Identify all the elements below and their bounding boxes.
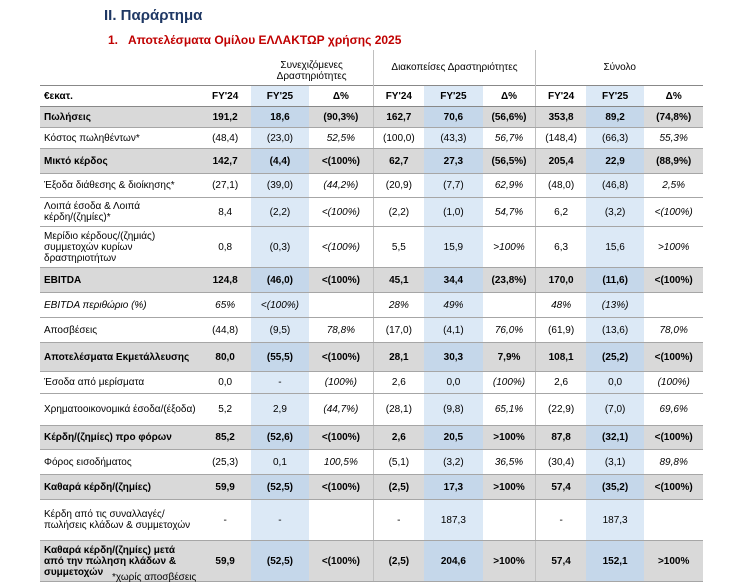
row-label: EBITDA περιθώριο (%): [40, 293, 200, 318]
table-cell: 205,4: [536, 149, 586, 174]
group-total: Σύνολο: [536, 50, 703, 86]
table-cell: (2,5): [373, 475, 424, 500]
table-cell: >100%: [483, 426, 536, 450]
table-cell: 89,2: [586, 107, 645, 128]
table-cell: 45,1: [373, 268, 424, 293]
table-cell: (3,2): [586, 198, 645, 227]
table-cell: (52,5): [251, 475, 310, 500]
table-cell: 353,8: [536, 107, 586, 128]
table-cell: <(100%): [309, 541, 373, 582]
table-cell: 18,6: [251, 107, 310, 128]
table-cell: 34,4: [424, 268, 483, 293]
table-cell: (39,0): [251, 174, 310, 198]
table-cell: (88,9%): [644, 149, 703, 174]
table-cell: (74,8%): [644, 107, 703, 128]
table-cell: 8,4: [200, 198, 251, 227]
table-cell: 5,2: [200, 394, 251, 426]
row-label: Λοιπά έσοδα & Λοιπά κέρδη/(ζημίες)*: [40, 198, 200, 227]
table-cell: (2,2): [373, 198, 424, 227]
row-label: Καθαρά κέρδη/(ζημίες): [40, 475, 200, 500]
table-cell: (0,3): [251, 227, 310, 268]
table-row: [40, 149, 703, 174]
table-cell: 0,0: [586, 372, 645, 394]
table-cell: 170,0: [536, 268, 586, 293]
table-cell: (22,9): [536, 394, 586, 426]
table-cell: 62,7: [373, 149, 424, 174]
table-cell: (46,0): [251, 268, 310, 293]
table-cell: (46,8): [586, 174, 645, 198]
table-cell: (4,1): [424, 318, 483, 343]
column-header: Δ%: [644, 86, 703, 107]
table-cell: 142,7: [200, 149, 251, 174]
table-cell: 17,3: [424, 475, 483, 500]
table-cell: (44,8): [200, 318, 251, 343]
table-cell: <(100%): [309, 198, 373, 227]
row-label: Φόρος εισοδήματος: [40, 450, 200, 475]
table-row: [40, 227, 703, 268]
row-label: Μερίδιο κέρδους/(ζημιάς) συμμετοχών κυρίων δραστηριοτήτων: [40, 227, 200, 268]
row-label: Καθαρά κέρδη/(ζημίες) μετά από την πώληση κλάδων & συμμετοχών: [40, 541, 200, 582]
table-cell: 15,6: [586, 227, 645, 268]
table-cell: 28,1: [373, 343, 424, 372]
table-cell: 0,8: [200, 227, 251, 268]
table-cell: (5,1): [373, 450, 424, 475]
table-cell: (52,6): [251, 426, 310, 450]
table-cell: (25,3): [200, 450, 251, 475]
table-cell: -: [536, 500, 586, 541]
table-cell: (44,2%): [309, 174, 373, 198]
column-header: FY'24: [200, 86, 251, 107]
table-cell: 6,2: [536, 198, 586, 227]
row-label: Κέρδη/(ζημίες) προ φόρων: [40, 426, 200, 450]
table-cell: (7,7): [424, 174, 483, 198]
table-cell: 2,9: [251, 394, 310, 426]
table-cell: 28%: [373, 293, 424, 318]
table-cell: 6,3: [536, 227, 586, 268]
table-cell: (32,1): [586, 426, 645, 450]
table-cell: 70,6: [424, 107, 483, 128]
table-cell: 59,9: [200, 541, 251, 582]
table-cell: 54,7%: [483, 198, 536, 227]
table-row: [40, 318, 703, 343]
table-cell: 5,5: [373, 227, 424, 268]
results-table: [40, 50, 703, 582]
table-cell: >100%: [644, 541, 703, 582]
table-cell: 55,3%: [644, 128, 703, 149]
table-cell: <(100%): [309, 343, 373, 372]
table-cell: (13%): [586, 293, 645, 318]
row-label: Κόστος πωληθέντων*: [40, 128, 200, 149]
row-label: Έσοδα από μερίσματα: [40, 372, 200, 394]
table-cell: 100,5%: [309, 450, 373, 475]
table-cell: <(100%): [644, 426, 703, 450]
table-row: [40, 500, 703, 541]
table-cell: (66,3): [586, 128, 645, 149]
table-cell: (148,4): [536, 128, 586, 149]
table-cell: (7,0): [586, 394, 645, 426]
table-cell: 187,3: [424, 500, 483, 541]
table-cell: (56,5%): [483, 149, 536, 174]
table-cell: 162,7: [373, 107, 424, 128]
column-header: Δ%: [309, 86, 373, 107]
table-cell: 2,5%: [644, 174, 703, 198]
subtitle: [108, 33, 401, 47]
table-cell: (48,4): [200, 128, 251, 149]
table-cell: (100,0): [373, 128, 424, 149]
table-row: [40, 450, 703, 475]
table-row: [40, 107, 703, 128]
table-cell: 56,7%: [483, 128, 536, 149]
table-row: [40, 372, 703, 394]
table-cell: <(100%): [644, 198, 703, 227]
table-cell: 124,8: [200, 268, 251, 293]
table-cell: (44,7%): [309, 394, 373, 426]
column-header-unit: €εκατ.: [40, 86, 200, 107]
table-cell: 65%: [200, 293, 251, 318]
table-cell: [483, 293, 536, 318]
table-cell: (2,2): [251, 198, 310, 227]
table-cell: 48%: [536, 293, 586, 318]
table-cell: (9,8): [424, 394, 483, 426]
column-header: FY'25: [586, 86, 645, 107]
table-cell: (2,5): [373, 541, 424, 582]
table-cell: (11,6): [586, 268, 645, 293]
table-cell: (3,2): [424, 450, 483, 475]
table-cell: 0,0: [424, 372, 483, 394]
table-cell: (100%): [483, 372, 536, 394]
table-row: [40, 475, 703, 500]
table-cell: <(100%): [309, 149, 373, 174]
column-header: FY'25: [424, 86, 483, 107]
table-cell: 7,9%: [483, 343, 536, 372]
column-header: FY'24: [373, 86, 424, 107]
table-cell: >100%: [483, 541, 536, 582]
table-cell: [644, 293, 703, 318]
table-cell: 89,8%: [644, 450, 703, 475]
table-cell: 57,4: [536, 475, 586, 500]
section-title: II. Παράρτημα: [104, 7, 203, 24]
table-cell: (4,4): [251, 149, 310, 174]
table-cell: (90,3%): [309, 107, 373, 128]
table-cell: 69,6%: [644, 394, 703, 426]
table-row: [40, 268, 703, 293]
table-cell: (23,8%): [483, 268, 536, 293]
table-cell: 27,3: [424, 149, 483, 174]
table-cell: >100%: [483, 475, 536, 500]
table-cell: 0,0: [200, 372, 251, 394]
table-cell: (25,2): [586, 343, 645, 372]
column-header: FY'25: [251, 86, 310, 107]
column-header: FY'24: [536, 86, 586, 107]
row-label: Κέρδη από τις συναλλαγές/ πωλήσεις κλάδων & συμμετοχών: [40, 500, 200, 541]
table-cell: -: [373, 500, 424, 541]
table-cell: (48,0): [536, 174, 586, 198]
table-cell: 57,4: [536, 541, 586, 582]
table-cell: (43,3): [424, 128, 483, 149]
table-cell: (3,1): [586, 450, 645, 475]
group-discontinued: Διακοπείσες Δραστηριότητες: [373, 50, 536, 86]
table-cell: (35,2): [586, 475, 645, 500]
table-cell: <(100%): [644, 343, 703, 372]
table-cell: (9,5): [251, 318, 310, 343]
table-cell: (100%): [644, 372, 703, 394]
table-cell: (27,1): [200, 174, 251, 198]
table-cell: (56,6%): [483, 107, 536, 128]
table-cell: 2,6: [373, 372, 424, 394]
table-cell: 108,1: [536, 343, 586, 372]
table-cell: 65,1%: [483, 394, 536, 426]
table-cell: 191,2: [200, 107, 251, 128]
table-cell: [309, 500, 373, 541]
table-cell: 30,3: [424, 343, 483, 372]
table-cell: <(100%): [251, 293, 310, 318]
table-cell: >100%: [483, 227, 536, 268]
table-row: [40, 293, 703, 318]
table-cell: 204,6: [424, 541, 483, 582]
table-cell: (28,1): [373, 394, 424, 426]
row-label: EBITDA: [40, 268, 200, 293]
table-cell: <(100%): [309, 268, 373, 293]
table-cell: -: [251, 372, 310, 394]
footnote: *χωρίς αποσβέσεις: [112, 572, 197, 583]
table-cell: 62,9%: [483, 174, 536, 198]
table-row: [40, 343, 703, 372]
table-cell: (55,5): [251, 343, 310, 372]
table-cell: -: [251, 500, 310, 541]
table-cell: <(100%): [644, 268, 703, 293]
table-cell: (30,4): [536, 450, 586, 475]
table-cell: (17,0): [373, 318, 424, 343]
table-cell: <(100%): [309, 227, 373, 268]
table-cell: [644, 500, 703, 541]
row-label: Έξοδα διάθεσης & διοίκησης*: [40, 174, 200, 198]
table-cell: 87,8: [536, 426, 586, 450]
table-row: [40, 174, 703, 198]
table-cell: (20,9): [373, 174, 424, 198]
row-label: Χρηματοοικονομικά έσοδα/(έξοδα): [40, 394, 200, 426]
table-cell: 49%: [424, 293, 483, 318]
table-cell: 20,5: [424, 426, 483, 450]
table-cell: 59,9: [200, 475, 251, 500]
table-cell: <(100%): [644, 475, 703, 500]
table-cell: 52,5%: [309, 128, 373, 149]
table-row: [40, 426, 703, 450]
table-cell: 2,6: [373, 426, 424, 450]
table-cell: (61,9): [536, 318, 586, 343]
table-cell: [309, 293, 373, 318]
table-cell: (23,0): [251, 128, 310, 149]
row-label: Πωλήσεις: [40, 107, 200, 128]
table-cell: [483, 500, 536, 541]
table-cell: >100%: [644, 227, 703, 268]
table-cell: 15,9: [424, 227, 483, 268]
subtitle-number: 1.: [108, 33, 119, 47]
group-header-row: [40, 50, 703, 86]
table-cell: 22,9: [586, 149, 645, 174]
table-row: [40, 128, 703, 149]
table-cell: 187,3: [586, 500, 645, 541]
table-cell: (52,5): [251, 541, 310, 582]
table-cell: 78,8%: [309, 318, 373, 343]
group-continuing: Συνεχιζόμενες Δραστηριότητες: [276, 60, 347, 82]
table-cell: 78,0%: [644, 318, 703, 343]
table-cell: 152,1: [586, 541, 645, 582]
table-cell: 76,0%: [483, 318, 536, 343]
table-cell: <(100%): [309, 475, 373, 500]
row-label: Αποσβέσεις: [40, 318, 200, 343]
column-header-row: [40, 86, 703, 107]
table-cell: <(100%): [309, 426, 373, 450]
table-row: [40, 198, 703, 227]
row-label: Αποτελέσματα Εκμετάλλευσης: [40, 343, 200, 372]
table-cell: 80,0: [200, 343, 251, 372]
table-row: [40, 394, 703, 426]
table-cell: (13,6): [586, 318, 645, 343]
table-cell: 2,6: [536, 372, 586, 394]
row-label: Μικτό κέρδος: [40, 149, 200, 174]
group-header-empty: [40, 50, 200, 86]
table-cell: (1,0): [424, 198, 483, 227]
table-cell: (100%): [309, 372, 373, 394]
column-header: Δ%: [483, 86, 536, 107]
table-cell: 0,1: [251, 450, 310, 475]
table-cell: -: [200, 500, 251, 541]
subtitle-text: Αποτελέσματα Ομίλου ΕΛΛΑΚΤΩΡ χρήσης 2025: [128, 33, 402, 47]
table-cell: 85,2: [200, 426, 251, 450]
table-cell: 36,5%: [483, 450, 536, 475]
